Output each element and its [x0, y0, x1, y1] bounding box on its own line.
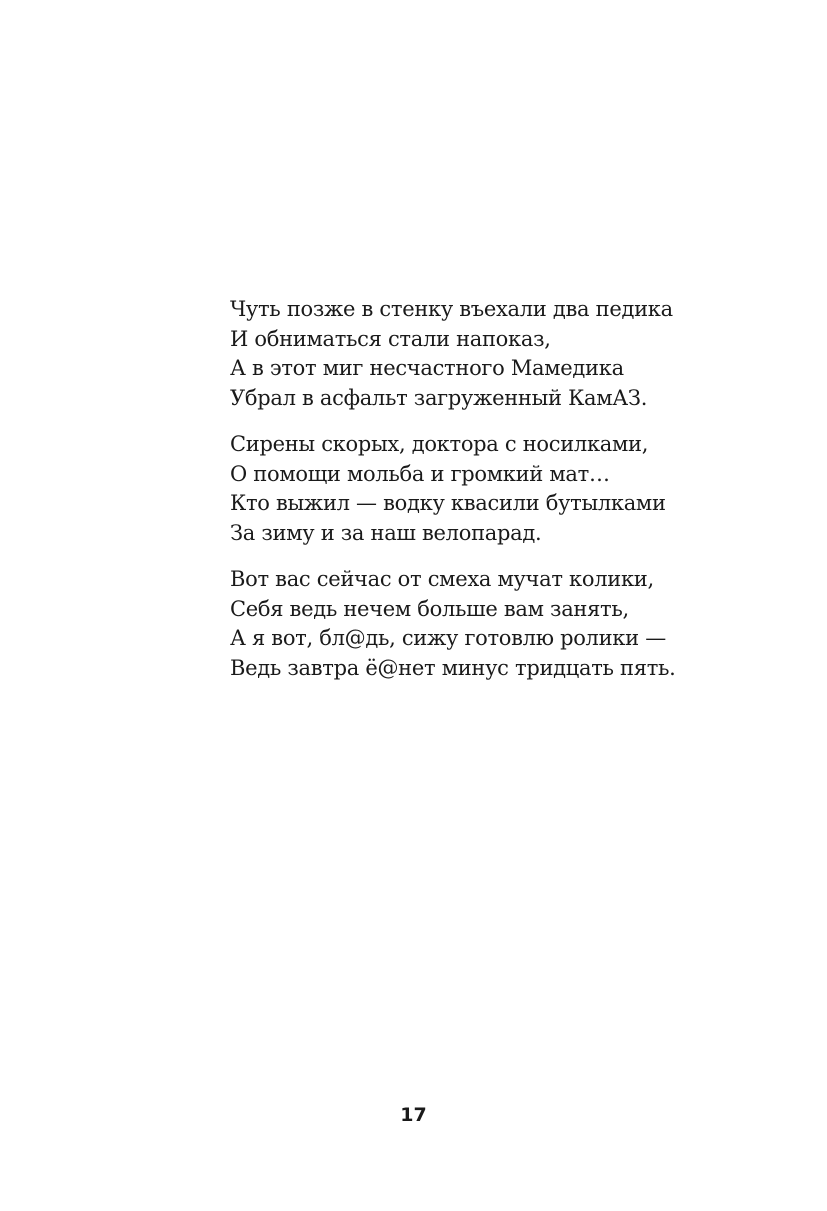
stanza-3: [230, 565, 750, 683]
poem: [230, 295, 750, 700]
poem-line: Кто выжил — водку квасили бутылками: [230, 491, 666, 515]
page-number: 17: [400, 1104, 427, 1126]
poem-line: За зиму и за наш велопарад.: [230, 520, 542, 545]
poem-line: Ведь завтра ё@нет минус тридцать пять.: [230, 655, 676, 680]
poem-line: А в этот миг несчастного Мамедика: [230, 356, 624, 380]
stanza-2: [230, 430, 750, 548]
poem-line: Убрал в асфальт загруженный КамАЗ.: [230, 385, 648, 410]
poem-line: О помощи мольба и громкий мат…: [230, 461, 610, 486]
poem-line: Вот вас сейчас от смеха мучат колики,: [230, 567, 654, 591]
poem-line: И обниматься стали напоказ,: [230, 326, 551, 351]
poem-line: Чуть позже в стенку въехали два педика: [230, 297, 673, 321]
poem-line: Себя ведь нечем больше вам занять,: [230, 596, 629, 621]
poem-line: Сирены скорых, доктора с носилками,: [230, 432, 649, 456]
poem-line: А я вот, бл@дь, сижу готовлю ролики —: [230, 626, 666, 650]
stanza-1: [230, 295, 750, 413]
